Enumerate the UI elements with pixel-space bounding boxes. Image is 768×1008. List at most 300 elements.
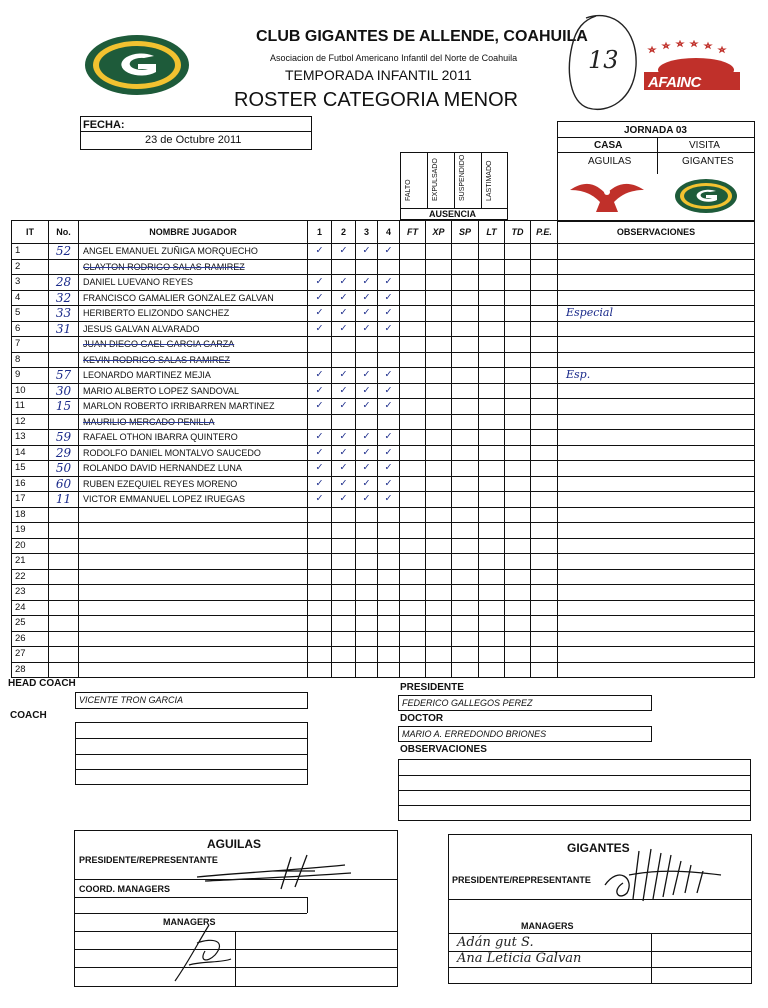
- row-lt: [479, 445, 505, 461]
- row-q4-check: ✓: [378, 492, 400, 508]
- row-q3-check: [356, 259, 378, 275]
- row-it: 12: [12, 414, 49, 430]
- row-sp: [452, 523, 479, 539]
- afa-logo-text: AFAINC: [648, 74, 701, 91]
- row-q3-check: [356, 662, 378, 678]
- row-q4-check: ✓: [378, 445, 400, 461]
- table-header-row: [12, 221, 755, 244]
- row-number: 57: [49, 368, 79, 384]
- row-ft: [400, 569, 426, 585]
- row-it: 25: [12, 616, 49, 632]
- packers-logo: [84, 34, 190, 96]
- row-q1-check: [308, 337, 332, 353]
- row-player-name: KEVIN RODRIGO SALAS RAMIREZ: [79, 352, 308, 368]
- row-q4-check: ✓: [378, 476, 400, 492]
- row-xp: [426, 538, 452, 554]
- row-number: [49, 662, 79, 678]
- row-xp: [426, 585, 452, 601]
- row-q4-check: [378, 507, 400, 523]
- row-it: 26: [12, 631, 49, 647]
- row-q1-check: [308, 585, 332, 601]
- aguilas-president-signature: [195, 851, 355, 891]
- row-xp: [426, 399, 452, 415]
- row-number: 33: [49, 306, 79, 322]
- row-number: 28: [49, 275, 79, 291]
- row-q1-check: [308, 414, 332, 430]
- row-pe: [531, 337, 558, 353]
- row-number: [49, 523, 79, 539]
- row-ft: [400, 430, 426, 446]
- row-q1-check: ✓: [308, 492, 332, 508]
- row-sp: [452, 244, 479, 260]
- row-player-name: RAFAEL OTHON IBARRA QUINTERO: [79, 430, 308, 446]
- row-number: [49, 569, 79, 585]
- row-q4-check: [378, 600, 400, 616]
- row-sp: [452, 662, 479, 678]
- row-xp: [426, 647, 452, 663]
- row-player-name: MARIO ALBERTO LOPEZ SANDOVAL: [79, 383, 308, 399]
- row-number: [49, 647, 79, 663]
- row-q2-check: [332, 616, 356, 632]
- row-q4-check: [378, 414, 400, 430]
- row-sp: [452, 554, 479, 570]
- row-ft: [400, 275, 426, 291]
- row-observaciones: [558, 352, 755, 368]
- row-q1-check: ✓: [308, 445, 332, 461]
- row-it: 21: [12, 554, 49, 570]
- row-td: [505, 600, 531, 616]
- row-number: 60: [49, 476, 79, 492]
- table-row: [12, 507, 755, 523]
- row-number: [49, 554, 79, 570]
- row-q3-check: ✓: [356, 244, 378, 260]
- row-sp: [452, 290, 479, 306]
- row-xp: [426, 492, 452, 508]
- row-q2-check: ✓: [332, 430, 356, 446]
- row-player-name: [79, 523, 308, 539]
- row-q3-check: ✓: [356, 321, 378, 337]
- row-td: [505, 554, 531, 570]
- row-q4-check: [378, 585, 400, 601]
- row-lt: [479, 616, 505, 632]
- row-lt: [479, 662, 505, 678]
- row-pe: [531, 647, 558, 663]
- row-lt: [479, 476, 505, 492]
- row-q1-check: ✓: [308, 461, 332, 477]
- row-xp: [426, 306, 452, 322]
- roster-table: [11, 220, 755, 678]
- row-q4-check: ✓: [378, 290, 400, 306]
- ausencia-suspendido: SUSPENDIDO: [459, 154, 466, 201]
- head-coach-field: [75, 692, 308, 709]
- row-pe: [531, 290, 558, 306]
- gigantes-president-signature: [599, 835, 729, 905]
- row-number: [49, 507, 79, 523]
- row-xp: [426, 445, 452, 461]
- row-td: [505, 476, 531, 492]
- jornada-box: [557, 121, 755, 222]
- doctor-value: MARIO A. ERREDONDO BRIONES: [402, 729, 547, 739]
- row-ft: [400, 507, 426, 523]
- row-q4-check: [378, 647, 400, 663]
- row-player-name: FRANCISCO GAMALIER GONZALEZ GALVAN: [79, 290, 308, 306]
- row-q2-check: ✓: [332, 244, 356, 260]
- row-it: 16: [12, 476, 49, 492]
- row-q2-check: ✓: [332, 476, 356, 492]
- row-number: [49, 631, 79, 647]
- row-observaciones: Esp.: [558, 368, 755, 384]
- row-q3-check: ✓: [356, 399, 378, 415]
- table-row: [12, 321, 755, 337]
- row-it: 19: [12, 523, 49, 539]
- row-sp: [452, 399, 479, 415]
- row-q3-check: ✓: [356, 476, 378, 492]
- row-td: [505, 662, 531, 678]
- row-number: 15: [49, 399, 79, 415]
- casa-label: CASA: [594, 140, 623, 151]
- row-td: [505, 383, 531, 399]
- roster-title: ROSTER CATEGORIA MENOR: [234, 89, 519, 111]
- row-pe: [531, 476, 558, 492]
- row-it: 11: [12, 399, 49, 415]
- col-q4: 4: [378, 221, 400, 244]
- row-q4-check: [378, 569, 400, 585]
- row-q2-check: ✓: [332, 321, 356, 337]
- row-ft: [400, 352, 426, 368]
- row-lt: [479, 631, 505, 647]
- row-q2-check: [332, 662, 356, 678]
- row-q4-check: [378, 631, 400, 647]
- row-observaciones: [558, 399, 755, 415]
- row-player-name: [79, 600, 308, 616]
- row-q3-check: [356, 523, 378, 539]
- col-q1: 1: [308, 221, 332, 244]
- row-xp: [426, 461, 452, 477]
- row-observaciones: [558, 507, 755, 523]
- row-ft: [400, 290, 426, 306]
- row-xp: [426, 352, 452, 368]
- row-sp: [452, 631, 479, 647]
- row-q2-check: [332, 554, 356, 570]
- row-observaciones: [558, 321, 755, 337]
- row-td: [505, 585, 531, 601]
- row-xp: [426, 430, 452, 446]
- row-ft: [400, 476, 426, 492]
- row-sp: [452, 492, 479, 508]
- fecha-box: [80, 116, 312, 150]
- col-it: IT: [12, 221, 49, 244]
- row-q1-check: ✓: [308, 430, 332, 446]
- row-q1-check: [308, 507, 332, 523]
- head-coach-value: VICENTE TRON GARCIA: [79, 695, 184, 705]
- row-xp: [426, 383, 452, 399]
- row-td: [505, 445, 531, 461]
- row-observaciones: Especial: [558, 306, 755, 322]
- table-row: [12, 244, 755, 260]
- row-q4-check: [378, 662, 400, 678]
- table-row: [12, 368, 755, 384]
- row-q3-check: [356, 352, 378, 368]
- row-sp: [452, 569, 479, 585]
- table-row: [12, 523, 755, 539]
- row-observaciones: [558, 275, 755, 291]
- row-q2-check: ✓: [332, 383, 356, 399]
- row-lt: [479, 368, 505, 384]
- row-td: [505, 430, 531, 446]
- row-player-name: ANGEL EMANUEL ZUÑIGA MORQUECHO: [79, 244, 308, 260]
- observaciones-label: OBSERVACIONES: [400, 744, 487, 755]
- association-name: Asociacion de Futbol Americano Infantil del Norte de Coahuila: [270, 53, 518, 63]
- row-lt: [479, 290, 505, 306]
- row-pe: [531, 492, 558, 508]
- row-it: 22: [12, 569, 49, 585]
- row-sp: [452, 647, 479, 663]
- row-td: [505, 523, 531, 539]
- fecha-value: 23 de Octubre 2011: [145, 134, 242, 146]
- presidente-field: [398, 695, 652, 711]
- row-pe: [531, 445, 558, 461]
- ausencia-box: [400, 152, 508, 220]
- row-q3-check: [356, 616, 378, 632]
- row-it: 10: [12, 383, 49, 399]
- row-q1-check: [308, 523, 332, 539]
- row-observaciones: [558, 414, 755, 430]
- row-player-name: CLAYTON RODRIGO SALAS RAMIREZ: [79, 259, 308, 275]
- row-lt: [479, 321, 505, 337]
- row-observaciones: [558, 616, 755, 632]
- row-q4-check: ✓: [378, 275, 400, 291]
- row-q2-check: [332, 337, 356, 353]
- row-number: [49, 259, 79, 275]
- gigantes-manager-1: Adán gut S.: [457, 935, 534, 950]
- row-q3-check: ✓: [356, 290, 378, 306]
- table-row: [12, 275, 755, 291]
- table-row: [12, 476, 755, 492]
- row-q3-check: ✓: [356, 275, 378, 291]
- row-ft: [400, 306, 426, 322]
- row-q2-check: ✓: [332, 306, 356, 322]
- row-observaciones: [558, 430, 755, 446]
- row-ft: [400, 368, 426, 384]
- visita-label: VISITA: [689, 140, 720, 151]
- row-ft: [400, 662, 426, 678]
- row-q2-check: ✓: [332, 461, 356, 477]
- col-sp: SP: [452, 221, 479, 244]
- row-pe: [531, 554, 558, 570]
- row-observaciones: [558, 523, 755, 539]
- row-td: [505, 321, 531, 337]
- row-q4-check: ✓: [378, 306, 400, 322]
- row-td: [505, 244, 531, 260]
- row-it: 27: [12, 647, 49, 663]
- row-q3-check: ✓: [356, 430, 378, 446]
- row-pe: [531, 616, 558, 632]
- row-lt: [479, 259, 505, 275]
- row-pe: [531, 538, 558, 554]
- row-td: [505, 368, 531, 384]
- row-xp: [426, 290, 452, 306]
- row-q1-check: [308, 538, 332, 554]
- col-q2: 2: [332, 221, 356, 244]
- row-sp: [452, 616, 479, 632]
- ausencia-label: AUSENCIA: [429, 209, 477, 219]
- row-lt: [479, 600, 505, 616]
- row-q1-check: [308, 569, 332, 585]
- row-lt: [479, 523, 505, 539]
- row-player-name: [79, 662, 308, 678]
- doctor-field: [398, 726, 652, 742]
- club-title: CLUB GIGANTES DE ALLENDE, COAHUILA: [256, 28, 588, 45]
- row-ft: [400, 554, 426, 570]
- col-name: NOMBRE JUGADOR: [79, 221, 308, 244]
- row-player-name: [79, 538, 308, 554]
- row-observaciones: [558, 244, 755, 260]
- row-q4-check: ✓: [378, 244, 400, 260]
- row-pe: [531, 352, 558, 368]
- row-ft: [400, 631, 426, 647]
- row-lt: [479, 538, 505, 554]
- row-ft: [400, 383, 426, 399]
- row-number: [49, 337, 79, 353]
- row-q4-check: [378, 616, 400, 632]
- row-lt: [479, 352, 505, 368]
- row-player-name: MARLON ROBERTO IRRIBARREN MARTINEZ: [79, 399, 308, 415]
- row-sp: [452, 461, 479, 477]
- row-q4-check: [378, 259, 400, 275]
- row-q2-check: [332, 523, 356, 539]
- row-sp: [452, 538, 479, 554]
- row-q2-check: [332, 507, 356, 523]
- row-player-name: HERIBERTO ELIZONDO SANCHEZ: [79, 306, 308, 322]
- row-pe: [531, 414, 558, 430]
- table-row: [12, 399, 755, 415]
- row-lt: [479, 244, 505, 260]
- row-q4-check: [378, 538, 400, 554]
- row-ft: [400, 600, 426, 616]
- roster-body: [12, 244, 755, 678]
- row-q1-check: ✓: [308, 383, 332, 399]
- row-number: 29: [49, 445, 79, 461]
- row-td: [505, 337, 531, 353]
- row-xp: [426, 662, 452, 678]
- coach-label: COACH: [10, 710, 47, 721]
- row-it: 20: [12, 538, 49, 554]
- row-player-name: [79, 507, 308, 523]
- row-td: [505, 538, 531, 554]
- table-row: [12, 352, 755, 368]
- row-player-name: [79, 647, 308, 663]
- row-ft: [400, 538, 426, 554]
- row-number: 32: [49, 290, 79, 306]
- row-q1-check: ✓: [308, 244, 332, 260]
- row-q1-check: ✓: [308, 321, 332, 337]
- eagle-logo: [568, 176, 646, 214]
- row-pe: [531, 321, 558, 337]
- row-ft: [400, 321, 426, 337]
- row-number: 59: [49, 430, 79, 446]
- row-player-name: ROLANDO DAVID HERNANDEZ LUNA: [79, 461, 308, 477]
- row-number: 52: [49, 244, 79, 260]
- row-q2-check: [332, 414, 356, 430]
- row-it: 6: [12, 321, 49, 337]
- row-player-name: JESUS GALVAN ALVARADO: [79, 321, 308, 337]
- row-observaciones: [558, 492, 755, 508]
- row-q3-check: ✓: [356, 383, 378, 399]
- row-q1-check: [308, 352, 332, 368]
- row-observaciones: [558, 476, 755, 492]
- row-ft: [400, 399, 426, 415]
- doctor-label: DOCTOR: [400, 713, 444, 724]
- col-td: TD: [505, 221, 531, 244]
- row-it: 28: [12, 662, 49, 678]
- presidente-label: PRESIDENTE: [400, 682, 464, 693]
- row-number: [49, 616, 79, 632]
- row-sp: [452, 321, 479, 337]
- row-observaciones: [558, 538, 755, 554]
- row-q1-check: ✓: [308, 306, 332, 322]
- row-q3-check: ✓: [356, 461, 378, 477]
- observaciones-lines: [398, 759, 751, 821]
- row-xp: [426, 631, 452, 647]
- row-it: 9: [12, 368, 49, 384]
- row-sp: [452, 259, 479, 275]
- table-row: [12, 337, 755, 353]
- row-pe: [531, 585, 558, 601]
- row-q1-check: ✓: [308, 290, 332, 306]
- row-q2-check: [332, 585, 356, 601]
- row-td: [505, 290, 531, 306]
- table-row: [12, 461, 755, 477]
- table-row: [12, 631, 755, 647]
- table-row: [12, 616, 755, 632]
- row-ft: [400, 461, 426, 477]
- row-it: 5: [12, 306, 49, 322]
- row-it: 23: [12, 585, 49, 601]
- row-pe: [531, 383, 558, 399]
- row-xp: [426, 337, 452, 353]
- row-sp: [452, 585, 479, 601]
- row-q3-check: ✓: [356, 306, 378, 322]
- aguilas-managers-label: MANAGERS: [163, 917, 216, 927]
- row-observaciones: [558, 600, 755, 616]
- row-q2-check: [332, 600, 356, 616]
- row-lt: [479, 647, 505, 663]
- row-observaciones: [558, 337, 755, 353]
- row-player-name: MAURILIO MERCADO PENILLA: [79, 414, 308, 430]
- afa-logo: [640, 40, 744, 94]
- row-td: [505, 414, 531, 430]
- row-q1-check: [308, 631, 332, 647]
- row-xp: [426, 321, 452, 337]
- row-lt: [479, 492, 505, 508]
- page-number-mark: [566, 10, 640, 116]
- col-pe: P.E.: [531, 221, 558, 244]
- row-sp: [452, 507, 479, 523]
- row-q4-check: [378, 352, 400, 368]
- jornada-label: JORNADA 03: [624, 125, 687, 136]
- row-q1-check: [308, 662, 332, 678]
- row-q3-check: ✓: [356, 368, 378, 384]
- row-xp: [426, 507, 452, 523]
- row-observaciones: [558, 290, 755, 306]
- row-q1-check: [308, 259, 332, 275]
- row-pe: [531, 662, 558, 678]
- row-sp: [452, 368, 479, 384]
- row-sp: [452, 430, 479, 446]
- row-q4-check: ✓: [378, 321, 400, 337]
- row-number: [49, 414, 79, 430]
- aguilas-manager-signature: [169, 921, 239, 987]
